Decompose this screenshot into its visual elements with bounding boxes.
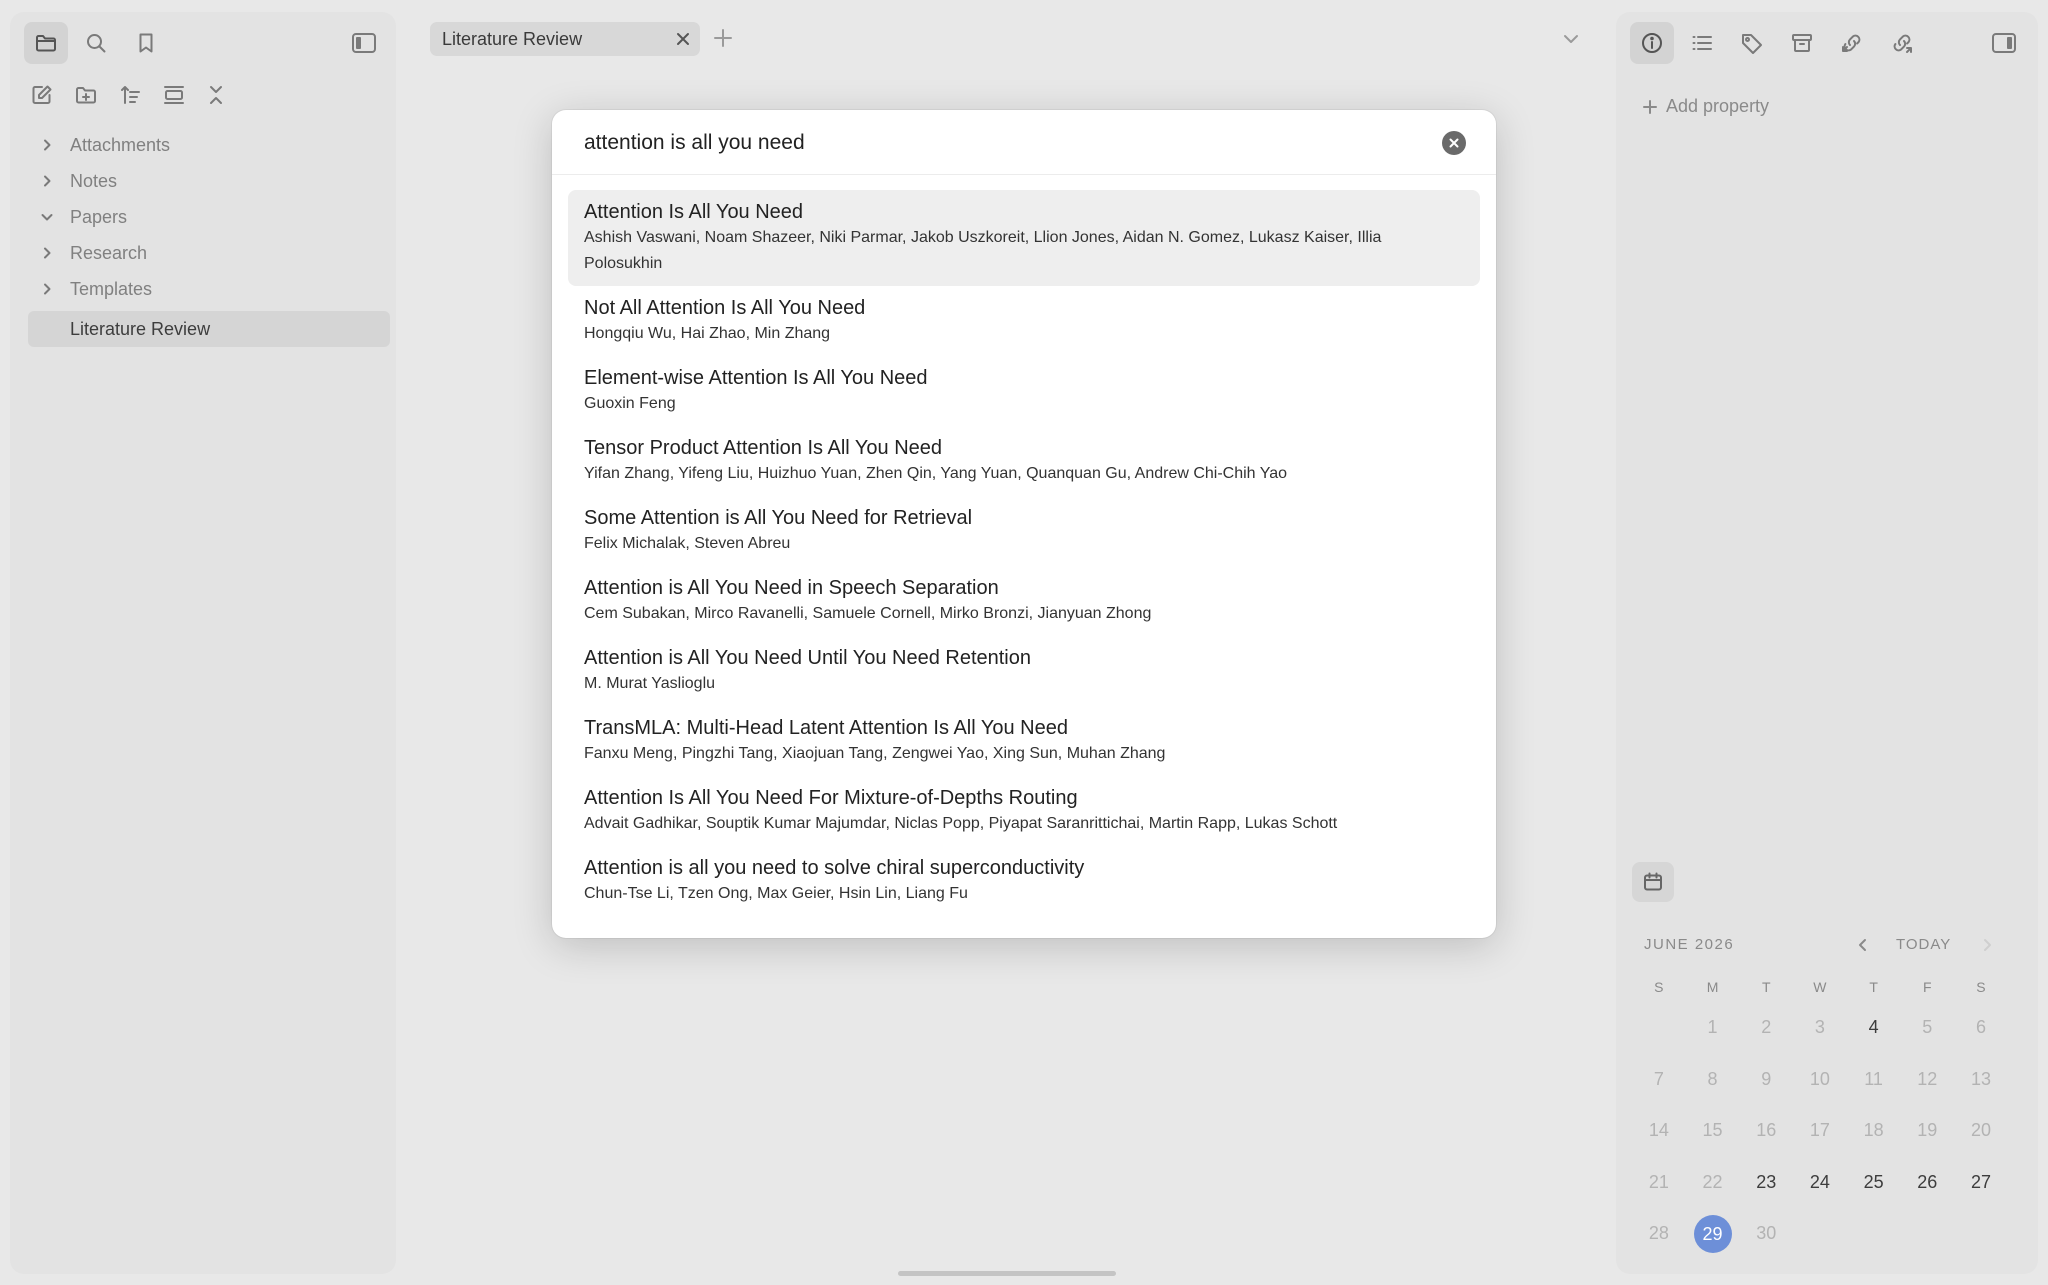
right-sidebar	[1616, 12, 2038, 1274]
link-in-icon	[1840, 31, 1864, 55]
bookmarks-view-button[interactable]	[124, 22, 168, 64]
search-result[interactable]	[568, 846, 1480, 916]
chevron-right-icon	[40, 138, 54, 152]
result-title: Attention is All You Need in Speech Separation	[584, 577, 999, 599]
calendar-grid	[1632, 972, 2008, 1260]
chevron-down-icon	[40, 210, 54, 224]
search-icon	[84, 31, 108, 55]
archive-icon	[1790, 31, 1814, 55]
calendar-day[interactable]	[1739, 1069, 1793, 1090]
calendar-icon	[1642, 871, 1664, 893]
result-authors: Chun-Tse Li, Tzen Ong, Max Geier, Hsin Lin, Liang Fu	[584, 885, 968, 902]
calendar-day[interactable]	[1954, 1069, 2008, 1090]
result-title: Attention Is All You Need For Mixture-of-Depths Routing	[584, 787, 1078, 809]
calendar-day-number: 6	[1975, 1017, 1986, 1038]
calendar-week-row	[1632, 1054, 2008, 1106]
calendar-day-number: 17	[1809, 1120, 1830, 1141]
calendar-day-number: 22	[1702, 1171, 1723, 1192]
calendar-day[interactable]	[1739, 1172, 1793, 1193]
clear-search-button[interactable]	[1442, 131, 1466, 155]
calendar-day-number: 19	[1917, 1120, 1938, 1141]
result-authors: Felix Michalak, Steven Abreu	[584, 535, 791, 552]
result-title: TransMLA: Multi-Head Latent Attention Is All You Need	[584, 717, 1068, 739]
sort-button[interactable]	[108, 74, 152, 116]
calendar-day[interactable]	[1793, 1120, 1847, 1141]
calendar-day-number: 15	[1702, 1120, 1723, 1141]
result-authors: Hongqiu Wu, Hai Zhao, Min Zhang	[584, 325, 831, 342]
add-property-label: Add property	[1666, 96, 1770, 116]
calendar-day-number: 25	[1863, 1171, 1884, 1192]
weekday-label: S	[1976, 979, 1986, 995]
calendar-day[interactable]	[1847, 1172, 1901, 1193]
tab-literature-review[interactable]	[430, 22, 700, 56]
new-tab-icon[interactable]	[712, 27, 734, 49]
search-modal	[552, 110, 1496, 938]
toggle-right-sidebar-button[interactable]	[1982, 22, 2026, 64]
result-authors: Fanxu Meng, Pingzhi Tang, Xiaojuan Tang, Zengwei Yao, Xing Sun, Muhan Zhang	[584, 745, 1166, 762]
collapse-all-button[interactable]	[194, 74, 238, 116]
search-result[interactable]	[568, 706, 1480, 776]
left-sidebar	[10, 12, 396, 1274]
search-result[interactable]	[568, 496, 1480, 566]
calendar-day-number: 8	[1707, 1068, 1718, 1089]
search-result[interactable]	[568, 776, 1480, 846]
calendar-day-number: 5	[1922, 1017, 1933, 1038]
calendar-view-button[interactable]	[1632, 862, 1674, 902]
calendar-day[interactable]	[1954, 1017, 2008, 1038]
calendar-day-number: 2	[1761, 1017, 1772, 1038]
result-authors: Cem Subakan, Mirco Ravanelli, Samuele Cornell, Mirko Bronzi, Jianyuan Zhong	[584, 605, 1152, 622]
calendar-day[interactable]	[1739, 1120, 1793, 1141]
calendar-today-button[interactable]: TODAY	[1896, 936, 1952, 953]
collapse-icon	[204, 83, 228, 107]
calendar-day-number: 14	[1648, 1120, 1669, 1141]
result-title: Some Attention is All You Need for Retrieval	[584, 507, 973, 529]
result-title: Tensor Product Attention Is All You Need	[584, 437, 943, 459]
weekday-label: W	[1813, 979, 1827, 995]
calendar-day[interactable]	[1900, 1120, 1954, 1141]
info-icon	[1640, 31, 1664, 55]
calendar-day[interactable]	[1686, 1017, 1740, 1038]
folder-icon	[34, 31, 58, 55]
plus-icon	[1642, 99, 1658, 115]
calendar-day-number: 29	[1694, 1215, 1732, 1253]
search-bar	[552, 110, 1496, 175]
weekday-label: T	[1761, 979, 1771, 995]
outline-button[interactable]	[1680, 22, 1724, 64]
search-result[interactable]	[568, 190, 1480, 286]
search-result[interactable]	[568, 356, 1480, 426]
chevron-right-icon	[40, 282, 54, 296]
toggle-left-sidebar-button[interactable]	[342, 22, 386, 64]
folder-attachments[interactable]	[28, 127, 390, 163]
calendar-day-number: 21	[1648, 1171, 1669, 1192]
calendar-day-number: 9	[1761, 1068, 1772, 1089]
chevron-left-icon[interactable]	[1854, 936, 1872, 954]
folder-research[interactable]	[28, 235, 390, 271]
result-authors: Guoxin Feng	[584, 395, 676, 412]
result-title: Not All Attention Is All You Need	[584, 297, 866, 319]
link-out-icon	[1890, 31, 1914, 55]
result-title: Attention is all you need to solve chiral superconductivity	[584, 857, 1085, 879]
search-results	[568, 190, 1480, 916]
calendar-day-number: 24	[1809, 1171, 1830, 1192]
result-title: Element-wise Attention Is All You Need	[584, 367, 928, 389]
calendar-day-number: 16	[1756, 1120, 1777, 1141]
folder-templates[interactable]	[28, 271, 390, 307]
calendar-day-number: 13	[1970, 1068, 1991, 1089]
calendar-month-label: JUNE 2026	[1644, 936, 1735, 953]
calendar-day[interactable]	[1954, 1120, 2008, 1141]
calendar-day[interactable]	[1847, 1120, 1901, 1141]
calendar-day[interactable]	[1793, 1172, 1847, 1193]
calendar-day-number: 18	[1863, 1120, 1884, 1141]
folder-label: Templates	[70, 279, 153, 299]
weekday-label: F	[1923, 979, 1932, 995]
calendar-day-number: 4	[1868, 1017, 1879, 1038]
search-view-button[interactable]	[74, 22, 118, 64]
calendar-day[interactable]	[1632, 1120, 1686, 1141]
calendar-week-row	[1632, 1105, 2008, 1157]
calendar-day[interactable]	[1954, 1172, 2008, 1193]
tags-button[interactable]	[1730, 22, 1774, 64]
tag-icon	[1740, 31, 1764, 55]
calendar-day-number: 11	[1864, 1068, 1883, 1089]
calendar-day[interactable]	[1632, 1172, 1686, 1193]
calendar-day-number: 3	[1814, 1017, 1825, 1038]
folder-notes[interactable]	[28, 163, 390, 199]
calendar-day[interactable]	[1900, 1069, 1954, 1090]
result-title: Attention is All You Need Until You Need Retention	[584, 647, 1031, 669]
search-result[interactable]	[568, 286, 1480, 356]
calendar-day[interactable]	[1900, 1172, 1954, 1193]
reveal-file-icon	[162, 83, 186, 107]
result-authors: M. Murat Yaslioglu	[584, 675, 716, 692]
archive-button[interactable]	[1780, 22, 1824, 64]
folder-label: Attachments	[70, 135, 171, 155]
folder-plus-icon	[74, 83, 98, 107]
search-input[interactable]	[582, 122, 1406, 164]
sidebar-right-icon	[1991, 31, 2017, 55]
list-icon	[1690, 31, 1714, 55]
chevron-right-icon	[40, 246, 54, 260]
calendar-day-number: 7	[1653, 1068, 1664, 1089]
files-view-button[interactable]	[24, 22, 68, 64]
file-tree	[28, 127, 390, 347]
calendar-week-row	[1632, 1208, 2008, 1260]
calendar-week-row	[1632, 1157, 2008, 1209]
folder-papers[interactable]	[28, 199, 390, 235]
calendar-week-row	[1632, 1002, 2008, 1054]
file-properties-button[interactable]	[1630, 22, 1674, 64]
folder-label: Research	[70, 243, 148, 263]
calendar-day-number: 20	[1970, 1120, 1991, 1141]
calendar-day-number: 10	[1809, 1068, 1830, 1089]
result-title: Attention Is All You Need	[584, 201, 804, 223]
weekday-label: S	[1654, 979, 1664, 995]
close-icon	[1448, 137, 1460, 149]
sort-icon	[118, 83, 142, 107]
result-authors: Ashish Vaswani, Noam Shazeer, Niki Parmar, Jakob Uszkoreit, Llion Jones, Aidan N. Gomez, Lukasz Kaiser, Illia Polosukhin	[584, 229, 1382, 272]
weekday-label: M	[1706, 979, 1719, 995]
new-note-button[interactable]	[20, 74, 64, 116]
calendar-day[interactable]	[1686, 1120, 1740, 1141]
search-result[interactable]	[568, 566, 1480, 636]
result-authors: Yifan Zhang, Yifeng Liu, Huizhuo Yuan, Zhen Qin, Yang Yuan, Quanquan Gu, Andrew Chi-Chih Yao	[584, 465, 1288, 482]
calendar-day[interactable]	[1793, 1069, 1847, 1090]
calendar-day-number: 28	[1648, 1223, 1669, 1244]
calendar-day-number: 1	[1707, 1017, 1718, 1038]
calendar-day[interactable]	[1847, 1069, 1901, 1090]
calendar-day-number: 26	[1917, 1171, 1938, 1192]
edit-icon	[30, 83, 54, 107]
sidebar-left-icon	[351, 31, 377, 55]
folder-label: Notes	[70, 171, 118, 191]
scroll-indicator[interactable]	[898, 1271, 1116, 1276]
weekday-label: T	[1869, 979, 1878, 995]
folder-label: Papers	[70, 207, 128, 227]
close-tab-icon[interactable]	[674, 30, 692, 48]
outgoing-links-button[interactable]	[1880, 22, 1924, 64]
calendar-day[interactable]	[1632, 1069, 1686, 1090]
new-folder-button[interactable]	[64, 74, 108, 116]
calendar-day-number: 12	[1917, 1068, 1938, 1089]
calendar-day-number: 23	[1756, 1171, 1777, 1192]
calendar-day[interactable]	[1686, 1172, 1740, 1193]
chevron-down-icon[interactable]	[1560, 28, 1582, 50]
result-authors: Advait Gadhikar, Souptik Kumar Majumdar, Niclas Popp, Piyapat Saranrittichai, Martin Rapp, Lukas Schott	[584, 815, 1338, 832]
bookmark-icon	[134, 31, 158, 55]
weekday-header-row	[1632, 972, 2008, 1002]
file-label: Literature Review	[70, 319, 211, 339]
calendar-day-number: 30	[1756, 1223, 1777, 1244]
search-result[interactable]	[568, 636, 1480, 706]
calendar-day[interactable]	[1847, 1017, 1901, 1038]
add-property-button[interactable]	[1642, 96, 1769, 117]
file-literature-review[interactable]	[28, 311, 390, 347]
calendar-day[interactable]	[1686, 1215, 1740, 1253]
search-result[interactable]	[568, 426, 1480, 496]
calendar-day[interactable]	[1686, 1069, 1740, 1090]
auto-reveal-button[interactable]	[152, 74, 196, 116]
calendar-day[interactable]	[1739, 1017, 1793, 1038]
chevron-right-icon[interactable]	[1978, 936, 1996, 954]
chevron-right-icon	[40, 174, 54, 188]
backlinks-button[interactable]	[1830, 22, 1874, 64]
tab-label: Literature Review	[442, 29, 583, 49]
calendar-day[interactable]	[1900, 1017, 1954, 1038]
calendar-day[interactable]	[1739, 1223, 1793, 1244]
calendar-day[interactable]	[1632, 1223, 1686, 1244]
calendar-day[interactable]	[1793, 1017, 1847, 1038]
calendar-day-number: 27	[1970, 1171, 1991, 1192]
